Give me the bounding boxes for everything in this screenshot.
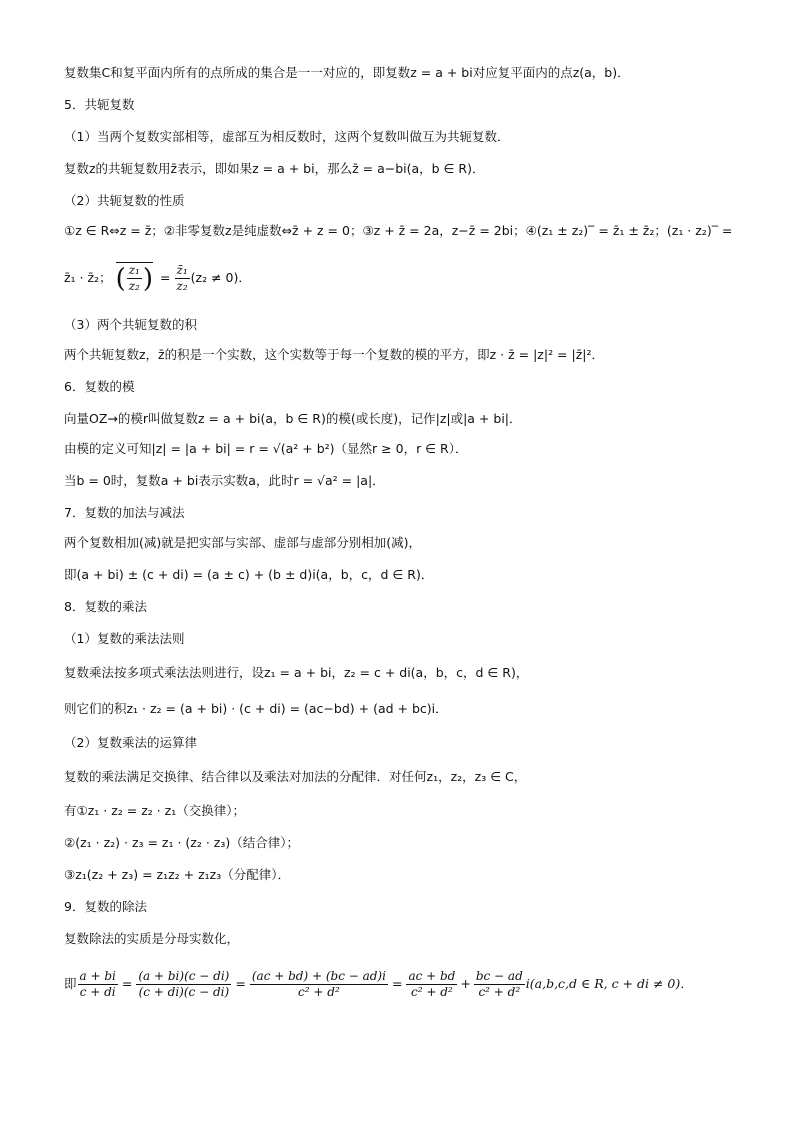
division-formula: [64, 962, 693, 1006]
paren: ): [142, 263, 154, 294]
text-line: （2）复数乘法的运算律: [64, 735, 197, 750]
plus-sign: +: [460, 976, 471, 991]
text-line: ③z₁(z₂ + z₃) = z₁z₂ + z₁z₃（分配律）．: [64, 867, 290, 882]
text-line: （1）复数的乘法法则: [64, 631, 185, 646]
equals-sign: =: [391, 976, 403, 991]
text-line: 即(a + bi) ± (c + di) = (a ± c) + (b ± d)i(a，b，c，d ∈ R)．: [64, 567, 434, 582]
text-line: 复数乘法按多项式乘法法则进行，设z₁ = a + bi，z₂ = c + di(a，b，c，d ∈ R)，: [64, 665, 529, 680]
equals-sign: =: [160, 270, 171, 285]
text-line: 复数除法的实质是分母实数化，: [64, 931, 240, 946]
text-line: ①z ∈ R⇔z = z̄；②非零复数z是纯虚数⇔z̄ + z = 0；③z + z̄ = 2a，z−z̄ = 2bi；④(z₁ ± z₂)‾ = z̄₁ ± z̄₂；(z₁ · z₂)‾ =: [64, 223, 733, 238]
section-heading: 6．复数的模: [64, 379, 135, 394]
fraction: $\frac{(ac + bd) + (bc - ad)i}{\text{c² + d²}}$: [251, 968, 386, 999]
fraction: $\frac{(a + bi)(c - di)}{(c + di)(c - di)}$: [138, 968, 230, 999]
text-line: 复数z的共轭复数用z̄表示，即如果z = a + bi，那么z̄ = a−bi(a，b ∈ R)．: [64, 161, 485, 176]
fraction: $\frac{\text{z₁}}{\text{z₂}}$: [128, 263, 140, 293]
equals-sign: =: [235, 976, 246, 991]
text-line: （2）共轭复数的性质: [64, 193, 185, 208]
text-line: 则它们的积z₁ · z₂ = (a + bi) · (c + di) = (ac−bd) + (ad + bc)i．: [64, 701, 448, 716]
text-line: ②(z₁ · z₂) · z₃ = z₁ · (z₂ · z₃)（结合律）；: [64, 835, 299, 850]
section-heading: 8．复数的乘法: [64, 599, 147, 614]
text-fragment: i(a,b,c,d ∈ R, c + di ≠ 0)．: [525, 976, 693, 991]
text-line: 复数集C和复平面内所有的点所成的集合是一一对应的，即复数z = a + bi对应复平面内的点z(a，b)．: [64, 65, 630, 80]
text-line: 两个复数相加(减)就是把实部与实部、虚部与虚部分别相加(减)，: [64, 535, 422, 550]
text-line: 两个共轭复数z，z̄的积是一个实数，这个实数等于每一个复数的模的平方，即z · z̄ = |z|² = |z̄|²．: [64, 347, 604, 362]
text-line: 有①z₁ · z₂ = z₂ · z₁（交换律）；: [64, 803, 246, 818]
text-line: 由模的定义可知|z| = |a + bi| = r = √(a² + b²)（显然r ≥ 0，r ∈ R）．: [64, 441, 468, 456]
paren: (: [115, 263, 126, 294]
section-heading: 7．复数的加法与减法: [64, 505, 185, 520]
fraction: $\frac{ac + bd}{\text{c² + d²}}$: [408, 968, 456, 999]
text-fragment: 即: [64, 976, 77, 991]
text-fragment: z̄₁ · z̄₂；: [64, 270, 112, 285]
equals-sign: =: [121, 976, 133, 991]
text-line: （1）当两个复数实部相等，虚部互为相反数时，这两个复数叫做互为共轭复数．: [64, 129, 510, 144]
text-line: （3）两个共轭复数的积: [64, 317, 197, 332]
fraction: $\frac{a + bi}{c + di}$: [79, 968, 116, 999]
section-heading: 5．共轭复数: [64, 97, 135, 112]
text-line: 当b = 0时，复数a + bi表示实数a，此时r = √a² = |a|．: [64, 473, 385, 488]
text-line: 复数的乘法满足交换律、结合律以及乘法对加法的分配律．对任何z₁，z₂，z₃ ∈ C，: [64, 769, 527, 784]
fraction: $\frac{\text{z̄₁}}{\text{z₂}}$: [176, 262, 188, 293]
text-line: 向量OZ→的模r叫做复数z = a + bi(a，b ∈ R)的模(或长度)，记作|z|或|a + bi|．: [64, 411, 522, 426]
section-heading: 9．复数的除法: [64, 899, 147, 914]
formula-line: [64, 256, 251, 300]
conjugate-quotient: [116, 262, 153, 294]
text-fragment: (z₂ ≠ 0)．: [190, 270, 251, 285]
fraction: $\frac{bc - ad}{\text{c² + d²}}$: [475, 968, 523, 999]
